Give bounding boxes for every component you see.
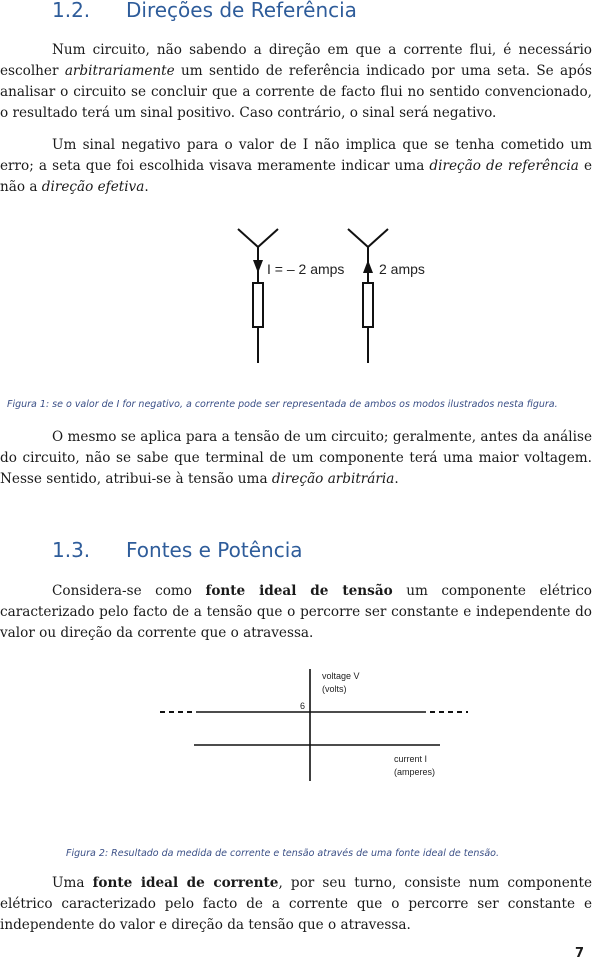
text: Um sinal negativo para o valor de I não implica que se tenha cometido um erro; a seta que foi escolhida visava meramente indicar uma [0, 137, 592, 174]
text: . [144, 179, 149, 195]
figure-1-current-direction-diagram [220, 225, 440, 375]
section-heading-1-2 [52, 0, 357, 22]
text: Num circuito, não sabendo a direção em que a corrente flui, é necessário escolher [0, 42, 592, 79]
section-title: Fontes e Potência [126, 538, 303, 562]
y-axis-unit: (volts) [322, 684, 347, 694]
section-number: 1.3. [52, 538, 91, 562]
emphasis-text: direção de referência [429, 158, 579, 174]
emphasis-text: direção efetiva [41, 179, 145, 195]
section-heading-1-3 [52, 538, 303, 562]
bold-term: fonte ideal de tensão [205, 583, 393, 599]
section-number: 1.2. [52, 0, 91, 22]
paragraph-ideal-voltage-source [0, 581, 592, 644]
paragraph-negative-sign [0, 135, 592, 198]
section-title: Direções de Referência [126, 0, 357, 22]
paragraph-voltage-direction [0, 427, 592, 490]
y-axis-label: voltage V [322, 671, 360, 681]
text: um componente elétrico caracterizado pelo facto de a tensão que o percorre ser constante e independente do valor ou direção da corrente que o atravessa. [0, 583, 592, 641]
bold-term: fonte ideal de corrente [92, 875, 279, 891]
x-axis-label: current I [394, 754, 428, 764]
figure-1-label-right: 2 amps [379, 261, 425, 277]
emphasis-text: arbitrariamente [64, 63, 175, 79]
figure-2-voltage-current-plot [150, 665, 520, 785]
text: e não a [0, 158, 592, 195]
text: , por seu turno, consiste num componente elétrico caracterizado pelo facto de a corrente que o percorre ser constante e independente do valor e direção da tensão que o atravessa. [0, 875, 592, 933]
text: O mesmo se aplica para a tensão de um circuito; geralmente, antes da análise do circuito, não se sabe que terminal de um componente terá uma maior voltagem. Nesse sentido, atribui-se à tensão uma [0, 429, 592, 487]
arrow-up-icon [363, 260, 373, 273]
figure-1-label-left: I = – 2 amps [267, 261, 345, 277]
figure-2-caption: Figura 2: Resultado da medida de corrente e tensão através de uma fonte ideal de tensão. [66, 848, 499, 859]
text: Considera-se como [52, 583, 206, 599]
emphasis-text: direção arbitrária [271, 471, 395, 487]
paragraph-reference-direction [0, 40, 592, 124]
text: . [394, 471, 399, 487]
arrow-down-icon [253, 260, 263, 273]
x-axis-unit: (amperes) [394, 767, 436, 777]
text: Uma [52, 875, 93, 891]
figure-1-caption: Figura 1: se o valor de I for negativo, a corrente pode ser representada de ambos os modos ilustrados nesta figura. [7, 399, 558, 410]
text: um sentido de referência indicado por uma seta. Se após analisar o circuito se concluir que a corrente de facto flui no sentido convencionado, o resultado terá um sinal positivo. Caso contrário, o sinal será negativo. [0, 63, 592, 121]
voltage-level-label: 6 [300, 701, 306, 711]
page-number: 7 [574, 946, 584, 961]
paragraph-ideal-current-source [0, 873, 592, 936]
